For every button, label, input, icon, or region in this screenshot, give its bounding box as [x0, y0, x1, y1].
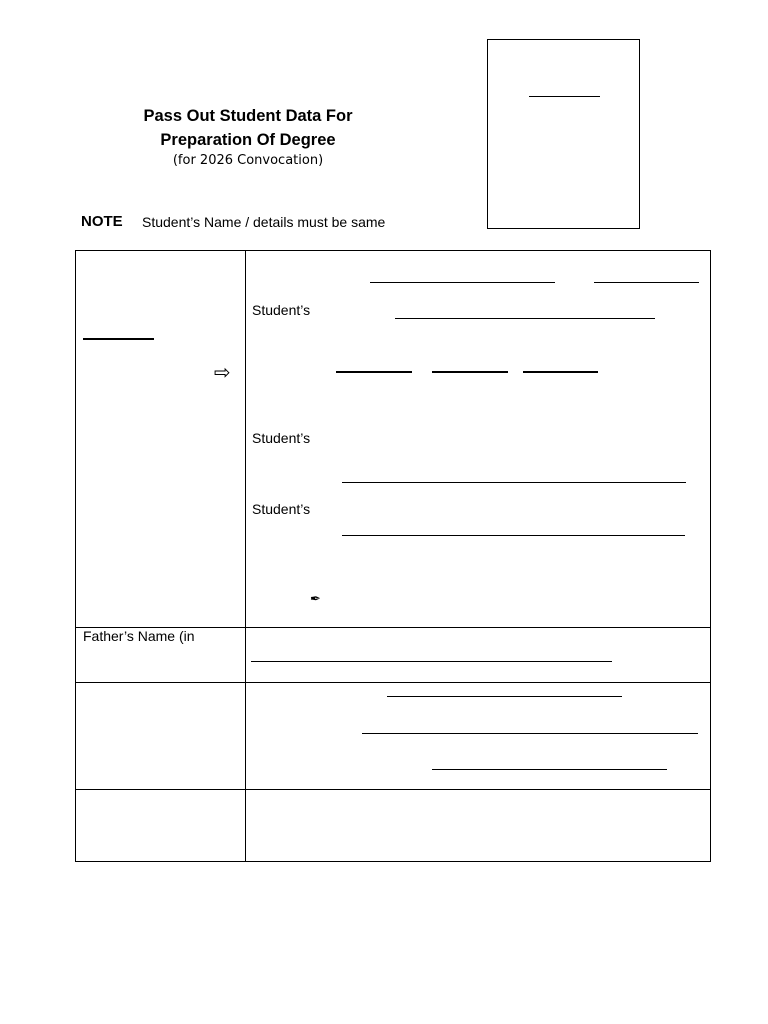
right-arrow-icon: ⇨: [214, 360, 231, 384]
fathers-name-label: Father’s Name (in: [83, 628, 195, 644]
table-column-divider: [245, 250, 246, 862]
fill-line[interactable]: [395, 318, 655, 319]
fill-line[interactable]: [387, 696, 622, 697]
students-label-3: Student’s: [252, 501, 311, 517]
photo-signature-line: [529, 96, 600, 97]
photo-box: [487, 39, 640, 229]
fill-line[interactable]: [362, 733, 698, 734]
fill-line-short[interactable]: [523, 371, 598, 373]
fill-line[interactable]: [594, 282, 699, 283]
pen-icon: ✒: [310, 592, 321, 607]
fill-line[interactable]: [370, 282, 555, 283]
students-label-1: Student’s: [252, 302, 311, 318]
fill-line[interactable]: [342, 535, 685, 536]
fathers-name-line[interactable]: [251, 661, 612, 662]
form-table: [75, 250, 711, 862]
fill-line[interactable]: [342, 482, 686, 483]
note-label: NOTE: [81, 213, 123, 230]
fill-line[interactable]: [432, 769, 667, 770]
fill-line-short[interactable]: [432, 371, 508, 373]
form-title-line-1: Pass Out Student Data For: [143, 107, 353, 125]
form-title-line-2: Preparation Of Degree: [160, 131, 336, 149]
form-subtitle: (for 2026 Convocation): [172, 153, 324, 168]
students-label-2: Student’s: [252, 430, 311, 446]
row1-left-underline: [83, 338, 154, 340]
table-row-divider: [75, 682, 711, 683]
fill-line-short[interactable]: [336, 371, 412, 373]
table-row-divider: [75, 789, 711, 790]
note-text: Student’s Name / details must be same: [142, 214, 386, 230]
